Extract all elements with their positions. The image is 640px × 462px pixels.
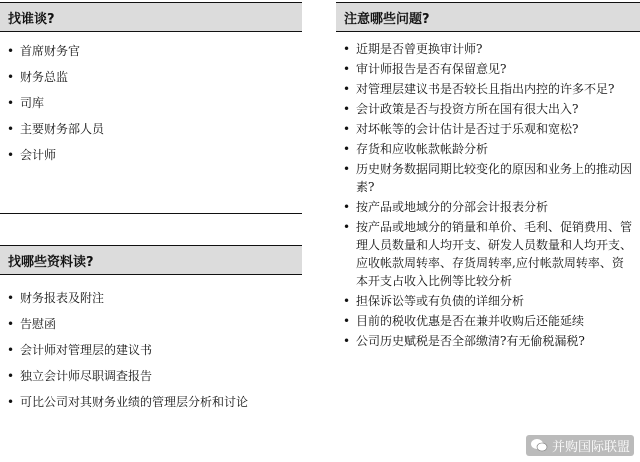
list-item: • 审计师报告是否有保留意见? [336, 60, 640, 78]
list-item: • 公司历史赋税是否全部缴清?有无偷税漏税? [336, 332, 640, 350]
list-item: • 按产品或地域分的分部会计报表分析 [336, 198, 640, 216]
list-item: • 担保诉讼等或有负债的详细分析 [336, 292, 640, 310]
list-item: • 对管理层建议书是否较长且指出内控的许多不足? [336, 80, 640, 98]
list-item: • 首席财务官 [0, 42, 302, 60]
left-bottom-list [0, 289, 302, 411]
left-bottom-header [0, 245, 302, 275]
list-item: • 会计师 [0, 146, 302, 164]
list-item: • 告慰函 [0, 315, 302, 333]
left-top-list [0, 42, 302, 164]
list-item: • 财务总监 [0, 68, 302, 86]
watermark-text: 并购国际联盟 [551, 440, 630, 455]
right-panel [336, 0, 640, 462]
list-item: • 按产品或地域分的销量和单价、毛利、促销费用、管理人员数量和人均开支、研发人员数量和人均开支、应收帐款周转率、存货周转率,应付帐款周转率、资本开支占收入比例等比较分析 [336, 218, 640, 290]
list-item: • 财务报表及附注 [0, 289, 302, 307]
list-item: • 司库 [0, 94, 302, 112]
left-top-bottom-rule [0, 213, 302, 214]
left-top-panel [0, 0, 302, 215]
right-list [336, 40, 640, 350]
right-title: 注意哪些问题? [344, 12, 430, 27]
left-bottom-title: 找哪些资料读? [8, 255, 94, 270]
wechat-icon [530, 437, 548, 453]
right-header [336, 2, 640, 32]
list-item: • 对坏帐等的会计估计是否过于乐观和宽松? [336, 120, 640, 138]
list-item: • 目前的税收优惠是否在兼并收购后还能延续 [336, 312, 640, 330]
list-item: • 历史财务数据同期比较变化的原因和业务上的推动因素? [336, 160, 640, 196]
left-top-title: 找谁谈? [8, 12, 55, 27]
list-item: • 主要财务部人员 [0, 120, 302, 138]
list-item: • 会计师对管理层的建议书 [0, 341, 302, 359]
list-item: • 近期是否曾更换审计师? [336, 40, 640, 58]
left-top-header [0, 2, 302, 32]
list-item: • 会计政策是否与投资方所在国有很大出入? [336, 100, 640, 118]
list-item: • 可比公司对其财务业绩的管理层分析和讨论 [0, 393, 302, 411]
list-item: • 存货和应收帐款帐龄分析 [336, 140, 640, 158]
left-bottom-panel [0, 245, 302, 462]
list-item: • 独立会计师尽职调查报告 [0, 367, 302, 385]
watermark [526, 435, 634, 456]
